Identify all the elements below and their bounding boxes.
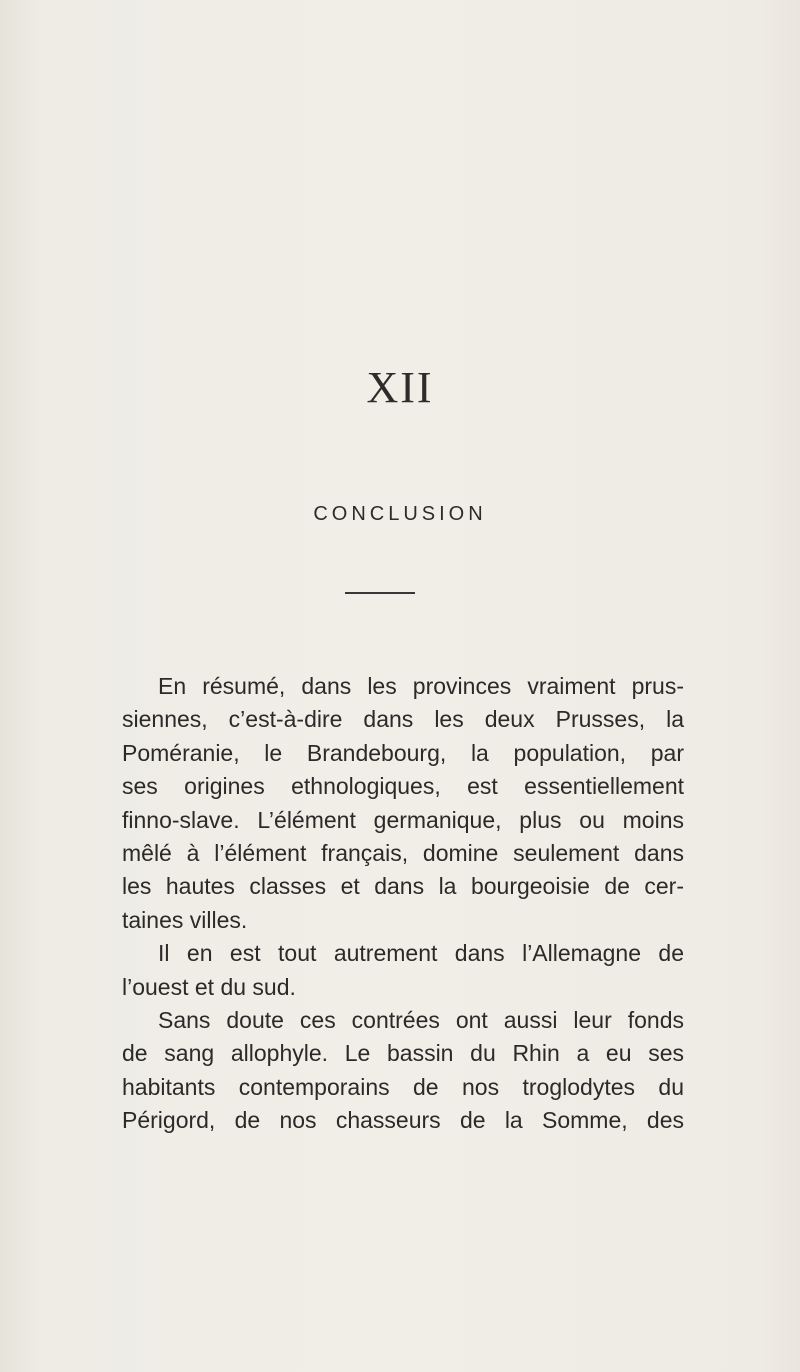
text-line: taines villes.: [122, 906, 248, 933]
body-text: [122, 670, 684, 1137]
text-line: les hautes classes et dans la bourgeoisie de cer-: [122, 873, 684, 900]
text-line: mêlé à l’élément français, domine seulement dans: [122, 839, 684, 866]
paragraph-1: [122, 670, 684, 937]
text-line: En résumé, dans les provinces vraiment prus-: [158, 673, 684, 699]
chapter-number: XII: [366, 363, 434, 412]
text-line: Il en est tout autrement dans l’Allemagne de: [158, 940, 684, 967]
text-line: Périgord, de nos chasseurs de la Somme, des: [122, 1107, 684, 1134]
text-line: ses origines ethnologiques, est essentiellement: [122, 773, 684, 800]
text-line: habitants contemporains de nos troglodytes du: [122, 1073, 684, 1100]
text-line: siennes, c’est-à-dire dans les deux Prusses, la: [122, 706, 684, 733]
text-line: finno-slave. L’élément germanique, plus ou moins: [122, 806, 684, 833]
title-divider: [345, 592, 415, 594]
text-line: Poméranie, le Brandebourg, la population, par: [122, 739, 684, 766]
text-line: de sang allophyle. Le bassin du Rhin a eu ses: [122, 1040, 684, 1067]
text-line: Sans doute ces contrées ont aussi leur fonds: [158, 1006, 684, 1033]
chapter-title: CONCLUSION: [313, 503, 487, 525]
text-line: l’ouest et du sud.: [122, 973, 296, 1000]
paragraph-2: [122, 937, 684, 1004]
paragraph-3: [122, 1004, 684, 1138]
